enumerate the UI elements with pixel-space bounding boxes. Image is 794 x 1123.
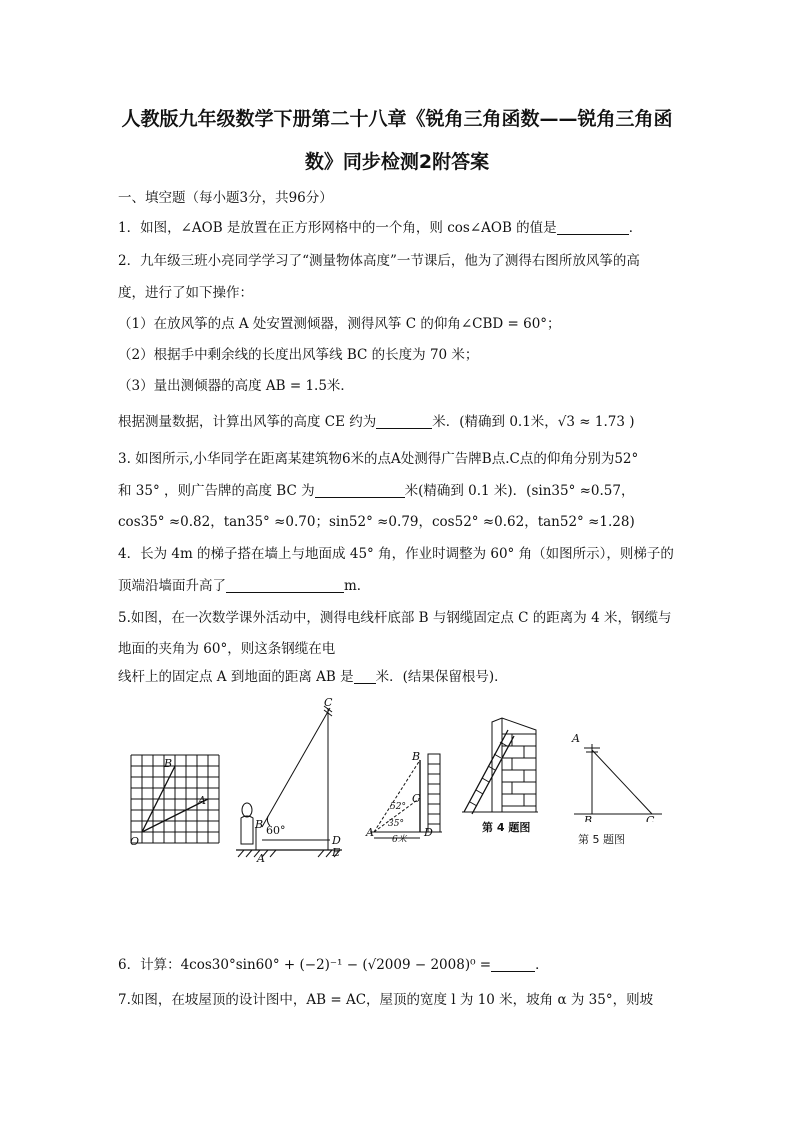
fig2-label-d: D: [332, 834, 341, 847]
fig3-label-d: D: [424, 826, 433, 839]
fig1-label-a: A: [198, 794, 206, 807]
q3-line-3: cos35° ≈0.82，tan35° ≈0.70；sin52° ≈0.79，cos52° ≈0.62，tan52° ≈1.28): [118, 514, 635, 530]
figure-2-kite: [226, 694, 362, 868]
figure-5-caption: 第 5 题图: [578, 833, 625, 846]
q5-line-2: 地面的夹角为 60°，则这条钢缆在电: [118, 641, 336, 657]
q3-note: 米(精确到 0.1 米)．(sin35° ≈0.57，: [404, 483, 635, 499]
fig2-label-e: E: [332, 846, 341, 859]
fig3-angle-52: 52°: [390, 802, 406, 812]
question-1: [118, 216, 642, 236]
fig2-label-b: B: [255, 818, 264, 831]
q2-answer-blank[interactable]: [376, 414, 432, 429]
document-title-line-2: 数》同步检测2附答案: [304, 151, 490, 173]
fig5-label-b: B: [584, 814, 593, 822]
fig3-label-a: A: [366, 826, 374, 839]
question-6: [118, 953, 549, 973]
figure-4-ladder-wall: [462, 716, 538, 820]
fig3-angle-35: 35°: [388, 819, 404, 829]
q3-answer-blank[interactable]: [315, 483, 405, 498]
q1-answer-blank[interactable]: [557, 220, 629, 235]
fig2-angle: 60°: [266, 824, 286, 837]
fig3-label-c: C: [412, 792, 421, 805]
q4-unit: m．: [344, 578, 371, 594]
document-title-line-1: 人教版九年级数学下册第二十八章《锐角三角函数——锐角三角函: [121, 108, 673, 130]
figure-4-caption: 第 4 题图: [482, 821, 531, 834]
fig5-label-c: C: [646, 814, 655, 822]
q3-line-2: [118, 479, 634, 499]
q5-note: 米．(结果保留根号)．: [375, 669, 508, 685]
fig1-label-o: O: [130, 835, 140, 847]
figure-1-grid-angle: [126, 745, 222, 851]
q6-end: ．: [535, 957, 549, 973]
section-heading: 一、填空题（每小题3分，共96分）: [118, 190, 333, 206]
fig3-label-b: B: [412, 750, 421, 763]
q2-question: 根据测量数据，计算出风筝的高度 CE 约为: [118, 414, 377, 430]
q2-step-1: （1）在放风筝的点 A 处安置测倾器，测得风筝 C 的仰角∠CBD = 60°；: [118, 316, 561, 332]
q4-line-1: 4．长为 4m 的梯子搭在墙上与地面成 45° 角，作业时调整为 60° 角（如图所示），则梯子的: [118, 546, 674, 562]
q2-line-1: 2．九年级三班小亮同学学习了“测量物体高度”一节课后，他为了测得右图所放风筝的高: [118, 253, 640, 269]
q3-question: 和 35° ，则广告牌的高度 BC 为: [118, 483, 315, 499]
q4-line-2: [118, 574, 370, 594]
q5-line-1: 5.如图，在一次数学课外活动中，测得电线杆底部 B 与钢缆固定点 C 的距离为 4 米，钢缆与: [118, 610, 672, 626]
fig1-label-b: B: [164, 757, 173, 770]
q2-line-2: 度，进行了如下操作：: [118, 285, 253, 301]
figure-3-billboard: [362, 746, 446, 846]
fig5-label-a: A: [572, 732, 580, 745]
q5-question: 线杆上的固定点 A 到地面的距离 AB 是: [118, 669, 354, 685]
q4-answer-blank[interactable]: [226, 578, 344, 593]
q7-line-1: 7.如图，在坡屋顶的设计图中，AB = AC，屋顶的宽度 l 为 10 米，坡角 α 为 35°，则坡: [118, 992, 654, 1008]
q1-end: ．: [628, 220, 643, 236]
q5-line-3: [118, 665, 508, 685]
q2-step-3: （3）量出测倾器的高度 AB = 1.5米．: [118, 378, 354, 394]
fig2-label-a: A: [257, 852, 265, 864]
q6-answer-blank[interactable]: [491, 957, 535, 972]
q2-note: 米．(精确到 0.1米，√3 ≈ 1.73 ): [432, 414, 635, 430]
fig2-label-c: C: [324, 696, 333, 709]
figure-5-pole-cable: [566, 726, 666, 826]
fig3-distance: 6米: [392, 835, 407, 842]
q2-step-2: （2）根据手中剩余线的长度出风筝线 BC 的长度为 70 米；: [118, 347, 479, 363]
q5-answer-blank[interactable]: [354, 669, 376, 684]
q6-expression: 6．计算：4cos30°sin60° + (−2)⁻¹ − (√2009 − 2008)⁰ =: [118, 957, 492, 973]
q3-line-1: 3. 如图所示,小华同学在距离某建筑物6米的点A处测得广告牌B点.C点的仰角分别为52°: [118, 451, 639, 467]
q1-text: 1．如图，∠AOB 是放置在正方形网格中的一个角，则 cos∠AOB 的值是: [118, 220, 557, 236]
q2-line-3: [118, 410, 635, 430]
q4-question: 顶端沿墙面升高了: [118, 578, 226, 594]
